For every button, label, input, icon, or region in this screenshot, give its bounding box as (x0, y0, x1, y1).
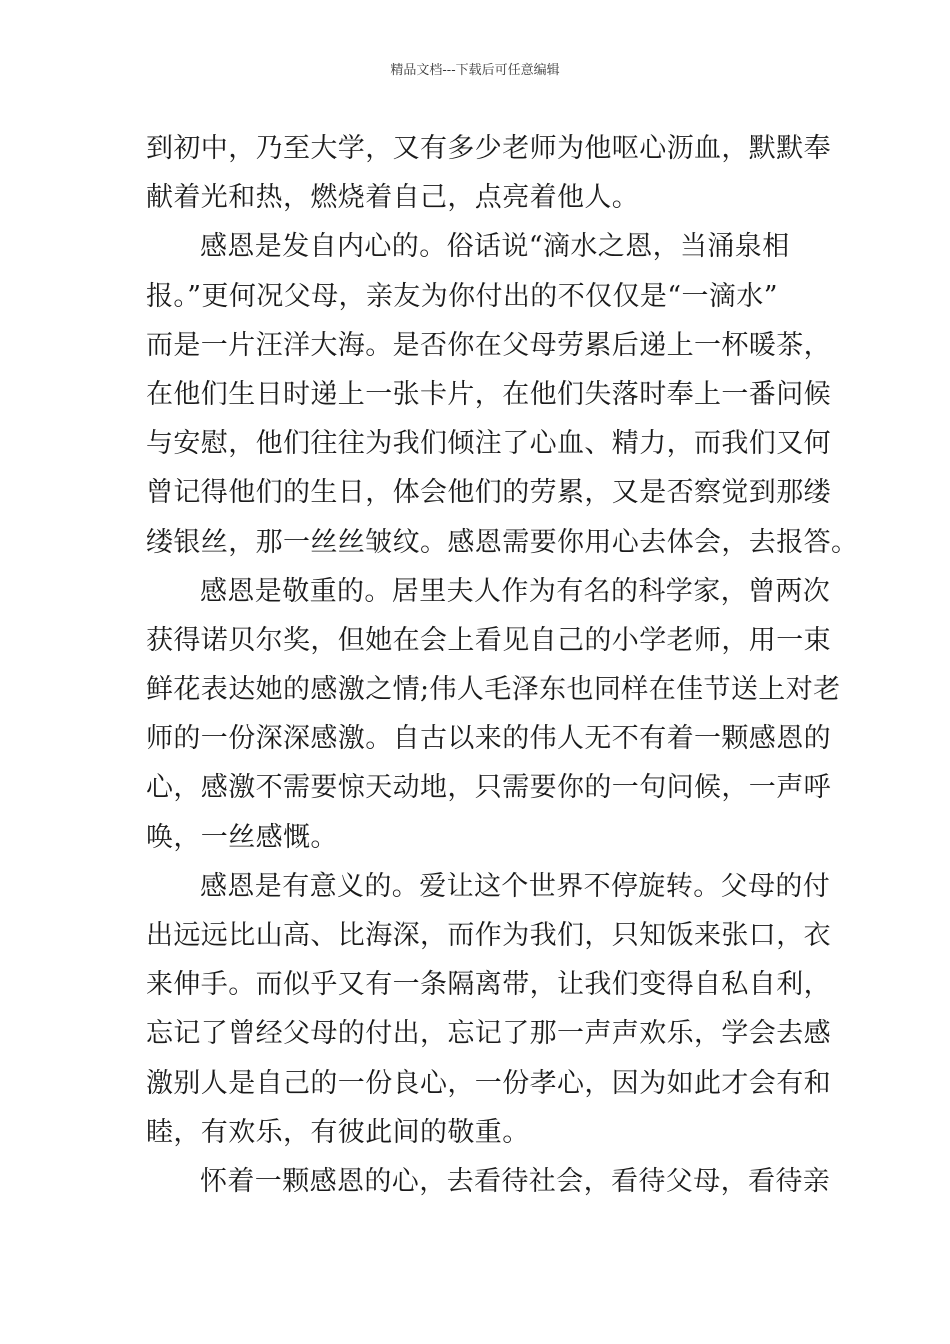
text-line: 获得诺贝尔奖，但她在会上看见自己的小学老师，用一束 (146, 624, 831, 656)
text-line: 激别人是自己的一份良心，一份孝心，因为如此才会有和 (146, 1067, 831, 1099)
text-line: 报。”更何况父母，亲友为你付出的不仅仅是“一滴水” (146, 280, 778, 312)
text-line: 来伸手。而似乎又有一条隔离带，让我们变得自私自利， (146, 969, 831, 1001)
text-line: 唤，一丝感慨。 (146, 821, 338, 853)
text-line: 而是一片汪洋大海。是否你在父母劳累后递上一杯暖茶， (146, 329, 831, 361)
text-line: 到初中，乃至大学，又有多少老师为他呕心沥血，默默奉 (146, 133, 831, 164)
text-line: 忘记了曾经父母的付出，忘记了那一声声欢乐，学会去感 (146, 1018, 831, 1050)
text-line: 心，感激不需要惊天动地，只需要你的一句问候，一声呼 (146, 772, 831, 804)
page-header: 精品文档---下载后可任意编辑 (390, 63, 560, 78)
paragraph-start-line: 感恩是敬重的。居里夫人作为有名的科学家，曾两次 (200, 575, 831, 607)
text-line: 出远远比山高、比海深，而作为我们，只知饭来张口，衣 (146, 920, 831, 951)
text-line: 师的一份深深感激。自古以来的伟人无不有着一颗感恩的 (146, 723, 831, 755)
text-line: 鲜花表达她的感激之情;伟人毛泽东也同样在佳节送上对老 (146, 674, 841, 706)
paragraph-start-line: 怀着一颗感恩的心，去看待社会，看待父母，看待亲 (200, 1165, 831, 1197)
text-line: 睦，有欢乐，有彼此间的敬重。 (146, 1116, 530, 1148)
text-line: 在他们生日时递上一张卡片，在他们失落时奉上一番问候 (146, 378, 831, 410)
text-line: 与安慰，他们往往为我们倾注了心血、精力，而我们又何 (146, 428, 831, 460)
text-line: 缕银丝，那一丝丝皱纹。感恩需要你用心去体会，去报答。 (146, 526, 859, 558)
paragraph-start-line: 感恩是有意义的。爱让这个世界不停旋转。父母的付 (200, 870, 831, 902)
text-line: 献着光和热，燃烧着自己，点亮着他人。 (146, 182, 640, 214)
text-line: 曾记得他们的生日，体会他们的劳累，又是否察觉到那缕 (146, 477, 831, 509)
paragraph-start-line: 感恩是发自内心的。俗话说“滴水之恩，当涌泉相 (200, 231, 790, 263)
document-body (146, 124, 859, 1206)
